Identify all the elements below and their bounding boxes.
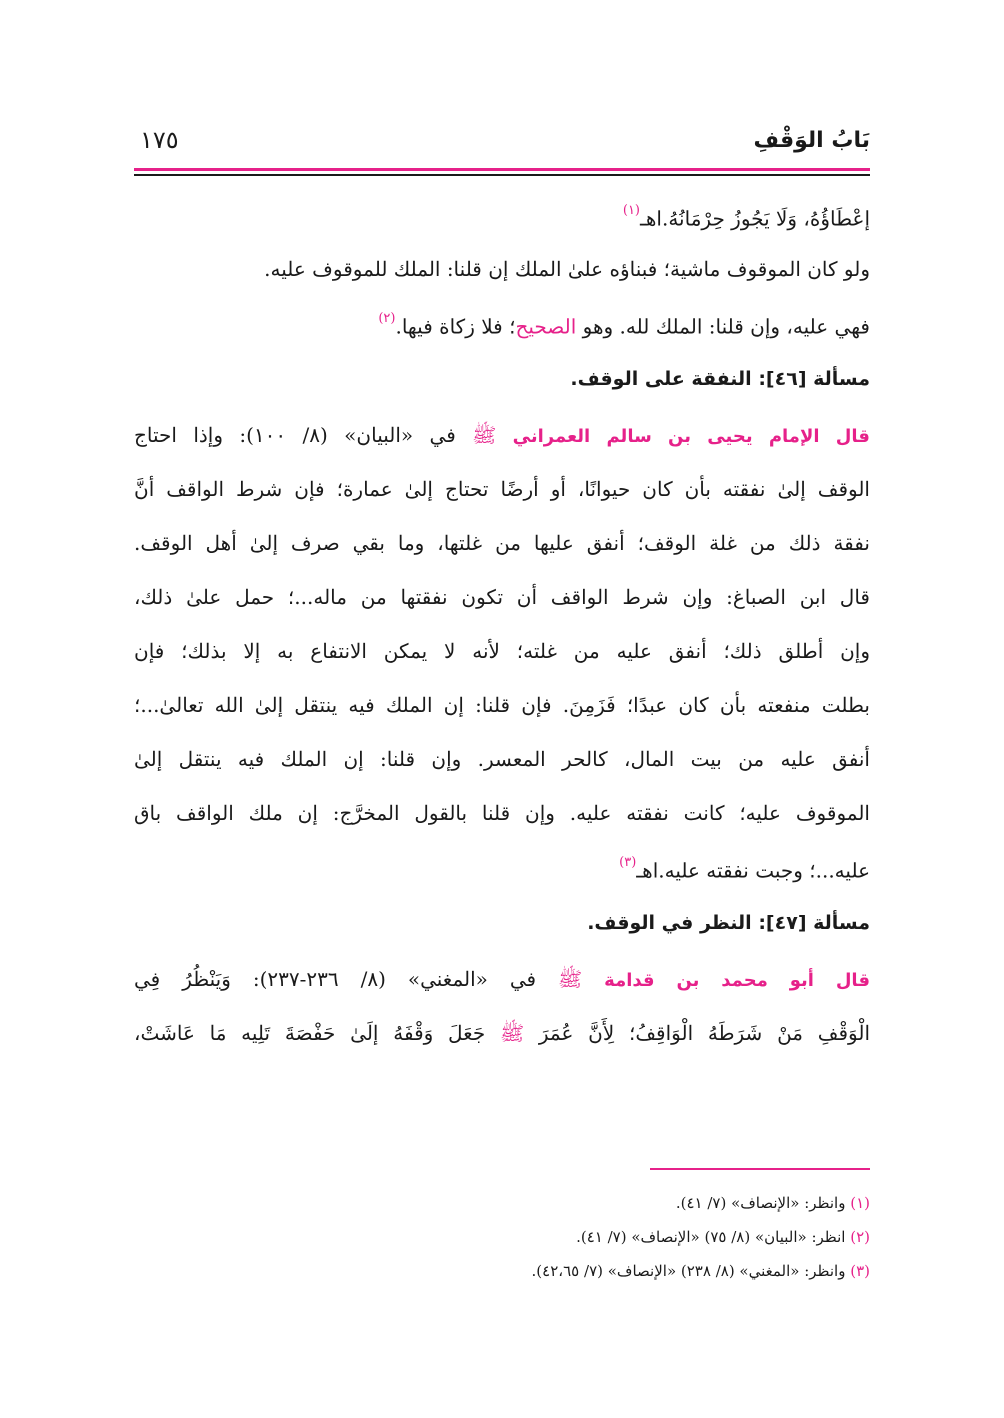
text-line	[134, 786, 870, 840]
text-line	[134, 462, 870, 516]
paragraph-text: وإن أطلق ذلك؛ أنفق عليه من غلته؛ لأنه لا يمكن الانتفاع به إلا بذلك؛ فإن	[134, 639, 870, 663]
page-header	[134, 126, 870, 162]
section-heading-46	[134, 350, 870, 408]
section-heading-47	[134, 894, 870, 952]
paragraph-text: ولو كان الموقوف ماشية؛ فبناؤه علىٰ الملك إن قلنا: الملك للموقوف عليه.	[264, 257, 870, 281]
text-line	[134, 624, 870, 678]
highlighted-word: الصحيح	[515, 314, 577, 339]
footnote-text: انظر: «البيان» (٨/ ٧٥) «الإنصاف» (٧/ ٤١).	[576, 1228, 851, 1246]
text-line	[134, 570, 870, 624]
issue-title: النفقة على الوقف.	[570, 368, 759, 390]
honorific: ﷺ	[472, 423, 513, 447]
text-line	[134, 732, 870, 786]
honorific: ﷺ	[485, 1021, 539, 1045]
footnote-ref-2[interactable]: (٢)	[378, 311, 396, 326]
chapter-title: بَابُ الوَقْفِ	[753, 128, 870, 153]
page-number: ١٧٥	[140, 126, 179, 154]
footnote-item	[134, 1254, 870, 1288]
paragraph-text: بطلت منفعته بأن كان عبدًا؛ فَزَمِنَ. فإن قلنا: إن الملك فيه ينتقل إلىٰ الله تعالىٰ...؛	[134, 693, 870, 717]
text-line	[134, 408, 870, 462]
issue-number: مسألة [٤٧]:	[758, 912, 870, 934]
text-line	[134, 516, 870, 570]
text-line	[134, 1006, 870, 1060]
paragraph-text: الوقف إلىٰ نفقته بأن كان حيوانًا، أو أرضًا تحتاج إلىٰ عمارة؛ فإن شرط الواقف أنَّ	[134, 477, 870, 501]
paragraph-text: عليه...؛ وجبت نفقته عليه.اهـ	[636, 858, 870, 883]
text-line	[134, 242, 870, 296]
paragraph-text: قال ابن الصباغ: وإن شرط الواقف أن تكون نفقتها من ماله...؛ حمل علىٰ ذلك،	[134, 585, 870, 609]
paragraph-text: أنفق عليه من بيت المال، كالحر المعسر. وإن قلنا: إن الملك فيه ينتقل إلىٰ	[134, 747, 870, 771]
text-line	[134, 952, 870, 1006]
text-line	[134, 296, 870, 350]
text-line	[134, 188, 870, 242]
footnote-ref-3[interactable]: (٣)	[619, 855, 637, 870]
paragraph-text: في «المغني» (٨/ ٢٣٦-٢٣٧): وَيَنْظُرُ فِي	[134, 967, 559, 991]
footnote-text: وانظر: «المغني» (٨/ ٢٣٨) «الإنصاف» (٧/ ٤٢،٦٥).	[531, 1262, 851, 1280]
quote-end: إعْطَاؤُهُ، وَلَا يَجُوزُ حِرْمَانُهُ.اهـ	[640, 206, 870, 231]
footnote-item	[134, 1186, 870, 1220]
paragraph-text: ؛ فلا زكاة فيها.	[395, 314, 516, 339]
footnote-separator	[650, 1168, 870, 1170]
main-text	[134, 188, 870, 1060]
paragraph-text: الْوَقْفِ مَنْ شَرَطَهُ الْوَاقِفُ؛ لِأَنَّ عُمَرَ	[538, 1021, 870, 1045]
honorific: ﷺ	[558, 967, 605, 991]
paragraph-text: جَعَلَ وَقْفَهُ إلَىٰ حَفْصَةَ تَلِيه مَا عَاشَتْ،	[134, 1021, 486, 1045]
paragraph-text: نفقة ذلك من غلة الوقف؛ أنفق عليها من غلتها، وما بقي صرف إلىٰ أهل الوقف.	[134, 531, 870, 555]
author-name: قال أبو محمد بن قدامة	[604, 970, 870, 991]
footnote-number: (٣)	[850, 1262, 870, 1280]
text-line	[134, 678, 870, 732]
footnote-item	[134, 1220, 870, 1254]
footnote-number: (٢)	[850, 1228, 870, 1246]
footnotes	[134, 1186, 870, 1288]
author-name: قال الإمام يحيى بن سالم العمراني	[512, 426, 870, 447]
text-line	[134, 840, 870, 894]
paragraph-text: الموقوف عليه؛ كانت نفقته عليه. وإن قلنا بالقول المخرَّج: إن ملك الواقف باق	[134, 801, 870, 825]
issue-title: النظر في الوقف.	[587, 912, 759, 934]
footnote-number: (١)	[850, 1194, 870, 1212]
header-rule-black	[134, 174, 870, 176]
paragraph-text: في «البيان» (٨/ ١٠٠): وإذا احتاج	[134, 423, 473, 447]
footnote-ref-1[interactable]: (١)	[622, 203, 640, 218]
footnote-text: وانظر: «الإنصاف» (٧/ ٤١).	[675, 1194, 851, 1212]
paragraph-text: فهي عليه، وإن قلنا: الملك لله. وهو	[576, 314, 870, 339]
header-rule-pink	[134, 168, 870, 171]
issue-number: مسألة [٤٦]:	[758, 368, 870, 390]
